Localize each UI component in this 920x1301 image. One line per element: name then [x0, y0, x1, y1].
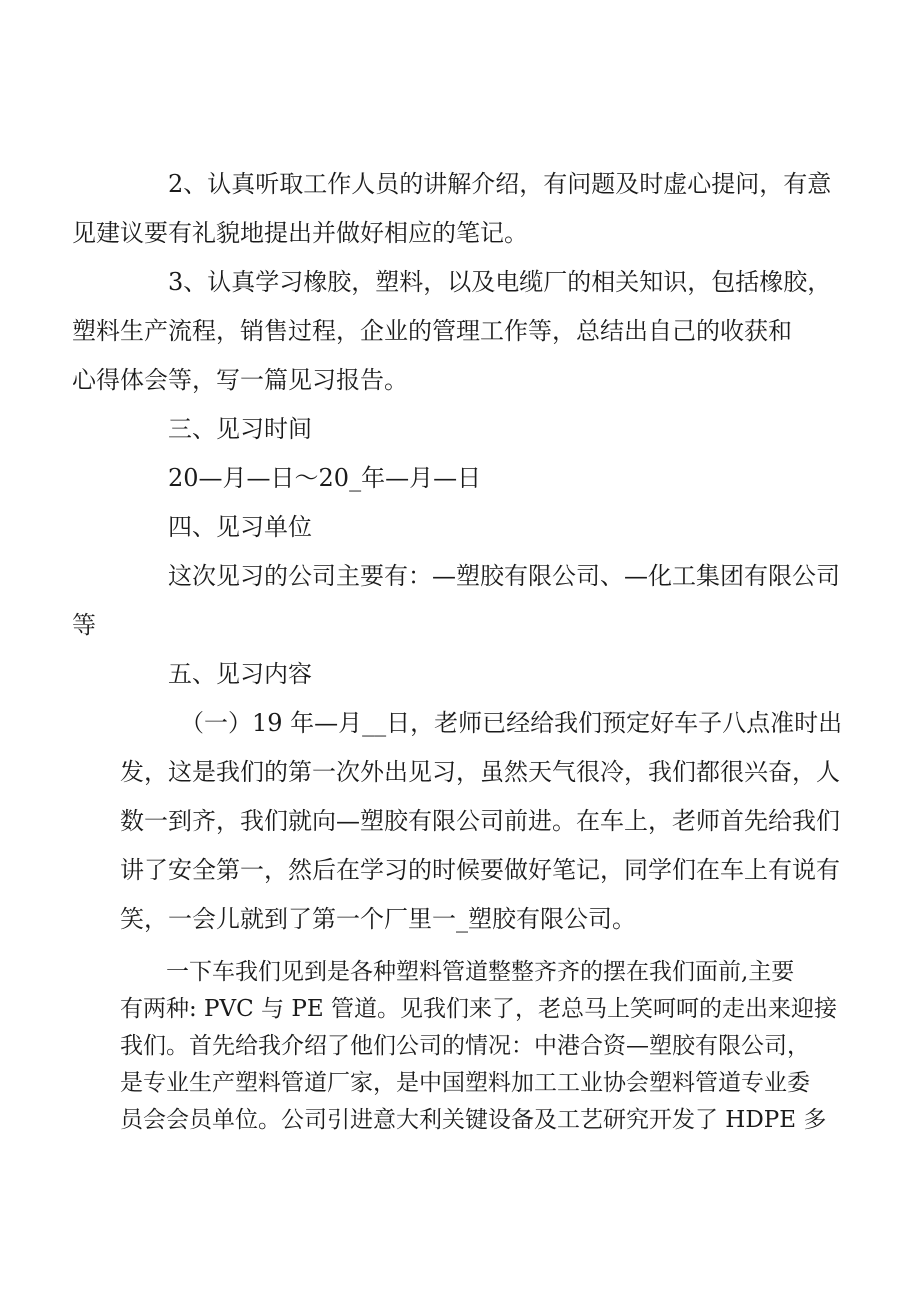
text-line: 讲了安全第一，然后在学习的时候要做好笔记，同学们在车上有说有: [120, 856, 840, 884]
section-heading-unit: [120, 503, 820, 552]
text-line: 一下车我们见到是各种塑料管道整整齐齐的摆在我们面前,主要: [166, 959, 795, 985]
date-range: [120, 454, 820, 503]
text-line: 五、见习内容: [168, 660, 312, 688]
text-line: 2、认真听取工作人员的讲解介绍，有问题及时虚心提问，有意: [168, 170, 832, 198]
text-line: 3、认真学习橡胶，塑料，以及电缆厂的相关知识，包括橡胶，: [168, 268, 832, 296]
section-heading-content: [120, 650, 820, 699]
text-line: 20—月—日～20_年—月—日: [168, 464, 482, 492]
paragraph-arrival: [120, 954, 837, 1139]
text-line: 三、见习时间: [168, 415, 312, 443]
text-line: 塑料生产流程，销售过程，企业的管理工作等，总结出自己的收获和: [72, 317, 792, 345]
text-line: 员会会员单位。公司引进意大利关键设备及工艺研究开发了 HDPE 多: [120, 1107, 827, 1133]
text-line: 这次见习的公司主要有：—塑胶有限公司、—化工集团有限公司: [168, 562, 840, 590]
paragraph-companies: [72, 552, 840, 650]
text-line: 见建议要有礼貌地提出并做好相应的笔记。: [72, 219, 528, 247]
text-line: 发，这是我们的第一次外出见习，虽然天气很冷，我们都很兴奋，人: [120, 758, 840, 786]
text-line: 有两种: PVC 与 PE 管道。见我们来了，老总马上笑呵呵的走出来迎接: [120, 996, 837, 1022]
paragraph-item-3: [72, 258, 832, 405]
text-line: （一）19 年—月__日，老师已经给我们预定好车子八点准时出: [180, 709, 843, 737]
text-line: 四、见习单位: [168, 513, 312, 541]
text-line: 是专业生产塑料管道厂家，是中国塑料加工工业协会塑料管道专业委: [120, 1070, 810, 1096]
text-line: 等: [72, 611, 96, 639]
text-line: 我们。首先给我介绍了他们公司的情况：中港合资—塑胶有限公司，: [120, 1033, 810, 1059]
paragraph-visit-intro: [120, 699, 843, 944]
text-line: 笑，一会儿就到了第一个厂里一_塑胶有限公司。: [120, 905, 636, 933]
text-line: 心得体会等，写一篇见习报告。: [72, 366, 408, 394]
section-heading-time: [120, 405, 820, 454]
text-line: 数一到齐，我们就向—塑胶有限公司前进。在车上，老师首先给我们: [120, 807, 840, 835]
paragraph-item-2: [72, 160, 832, 258]
